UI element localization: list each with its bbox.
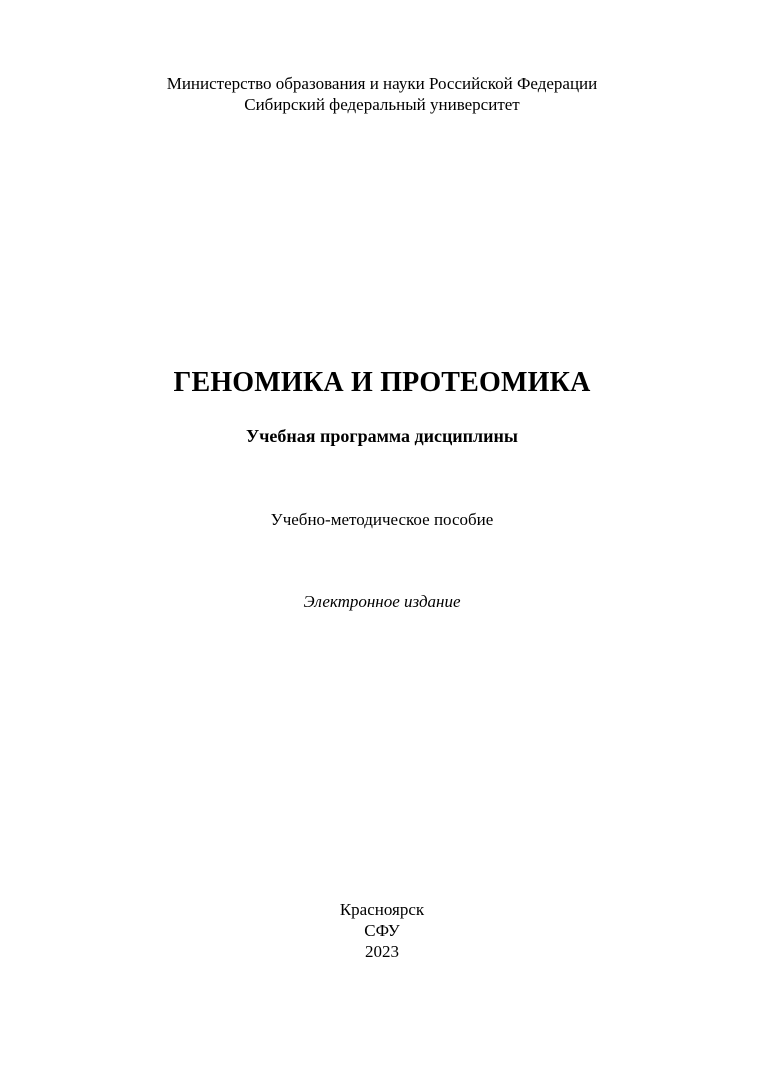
ministry-name: Министерство образования и науки Российской Федерации [166, 74, 598, 93]
publication-city: Красноярск [339, 900, 425, 919]
edition-label: Электронное издание [303, 592, 461, 611]
publisher-name: СФУ [364, 921, 400, 940]
publication-year: 2023 [365, 942, 399, 961]
document-type: Учебно-методическое пособие [270, 510, 494, 529]
document-subtitle: Учебная программа дисциплины [246, 426, 518, 446]
document-title: ГЕНОМИКА И ПРОТЕОМИКА [173, 367, 591, 398]
university-name: Сибирский федеральный университет [244, 95, 520, 114]
